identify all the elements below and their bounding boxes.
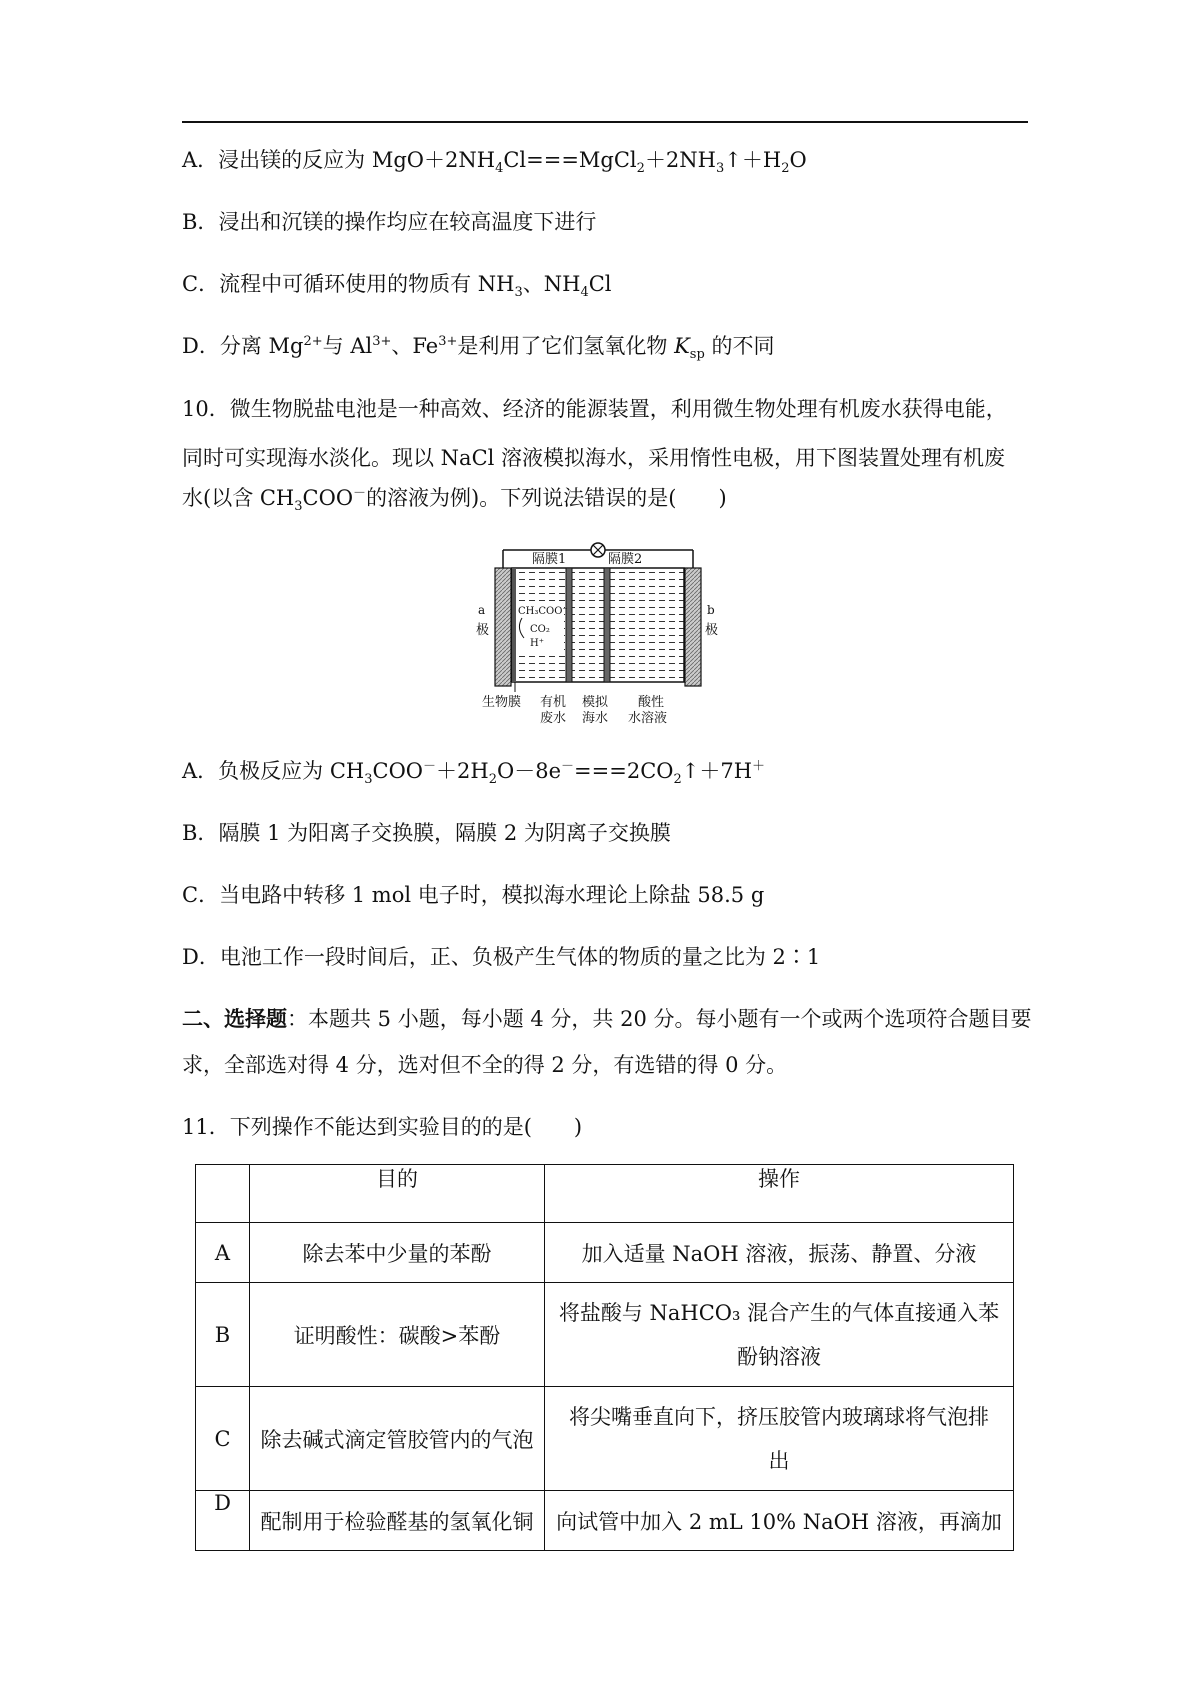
electrode-b bbox=[685, 568, 701, 686]
table-header-row bbox=[196, 1165, 1014, 1223]
electrode-b-label-2: 极 bbox=[705, 623, 719, 638]
q10-option-c: C．当电路中转移 1 mol 电子时，模拟海水理论上除盐 58.5 g bbox=[182, 883, 765, 907]
membrane1-label: 隔膜1 bbox=[532, 552, 567, 567]
membrane-1 bbox=[566, 568, 572, 682]
label-organic-2: 废水 bbox=[540, 711, 567, 726]
top-rule bbox=[182, 121, 1028, 123]
lamp-icon bbox=[591, 543, 605, 557]
label-organic-1: 有机 bbox=[540, 695, 567, 710]
label-biofilm: 生物膜 bbox=[482, 695, 522, 710]
q10-stem-line1: 10．微生物脱盐电池是一种高效、经济的能源装置，利用微生物处理有机废水获得电能， bbox=[182, 397, 1007, 421]
membrane2-label: 隔膜2 bbox=[608, 552, 643, 567]
q11-stem: 11．下列操作不能达到实验目的的是( ) bbox=[182, 1115, 583, 1139]
label-acid-1: 酸性 bbox=[638, 695, 665, 710]
row-d-label: D bbox=[196, 1491, 250, 1551]
q10-option-b: B．隔膜 1 为阳离子交换膜，隔膜 2 为阴离子交换膜 bbox=[182, 821, 671, 845]
electrode-b-label-1: b bbox=[707, 603, 715, 617]
electrode-a-label-1: a bbox=[478, 603, 486, 617]
table-row bbox=[196, 1283, 1014, 1387]
species-co2: CO₂ bbox=[530, 624, 550, 635]
experiment-table bbox=[195, 1164, 1014, 1551]
section2-heading: 二、选择题 bbox=[182, 1006, 287, 1031]
table-row bbox=[196, 1223, 1014, 1283]
q10-option-d: D．电池工作一段时间后，正、负极产生气体的物质的量之比为 2∶1 bbox=[182, 945, 821, 969]
species-h: H⁺ bbox=[530, 638, 544, 649]
q10-stem-line3: 水(以含 $CH_3COO^-$的溶液为例)。下列说法错误的是( ) bbox=[182, 486, 727, 515]
q10-option-a: A．负极反应为 $CH_3COO^-+2H_2O-8e^-===2CO_2↑+7H^+$ bbox=[182, 759, 766, 788]
row-d-purpose: 配制用于检验醛基的氢氧化铜 bbox=[250, 1491, 545, 1551]
section2-line2: 求，全部选对得 4 分，选对但不全的得 2 分，有选错的得 0 分。 bbox=[182, 1053, 788, 1077]
header-operation: 操作 bbox=[545, 1165, 1014, 1223]
table-row bbox=[196, 1491, 1014, 1551]
q9-option-d: D．分离 $Mg^{2+}$与 $Al^{3+}$、$Fe^{3+}$是利用了它们氢氧化物 $K_{sp}$ 的不同 bbox=[182, 334, 775, 363]
section2-line1: 二、选择题：本题共 5 小题，每小题 4 分，共 20 分。每小题有一个或两个选项符合题目要 bbox=[182, 1006, 1032, 1031]
header-blank bbox=[196, 1165, 250, 1223]
table-row bbox=[196, 1387, 1014, 1491]
row-a-operation: 加入适量 NaOH 溶液，振荡、静置、分液 bbox=[545, 1223, 1014, 1283]
q9-option-c: C．流程中可循环使用的物质有 $NH_3$、$NH_4Cl$ bbox=[182, 272, 612, 301]
q10-stem-line2: 同时可实现海水淡化。现以 NaCl 溶液模拟海水，采用惰性电极，用下图装置处理有机废 bbox=[182, 446, 1006, 470]
species-acetate: CH₃COO⁻ bbox=[518, 606, 568, 617]
row-d-operation: 向试管中加入 2 mL 10% NaOH 溶液，再滴加 bbox=[545, 1491, 1014, 1551]
header-purpose: 目的 bbox=[250, 1165, 545, 1223]
label-acid-2: 水溶液 bbox=[628, 711, 668, 726]
row-c-purpose: 除去碱式滴定管胶管内的气泡 bbox=[250, 1387, 545, 1491]
label-seawater-2: 海水 bbox=[582, 711, 609, 726]
label-seawater-1: 模拟 bbox=[582, 695, 609, 710]
electrode-a-label-2: 极 bbox=[476, 623, 490, 638]
electrode-a bbox=[495, 568, 511, 686]
row-a-label: A bbox=[196, 1223, 250, 1283]
row-a-purpose: 除去苯中少量的苯酚 bbox=[250, 1223, 545, 1283]
battery-diagram bbox=[478, 534, 718, 726]
row-b-operation: 将盐酸与 NaHCO₃ 混合产生的气体直接通入苯 酚钠溶液 bbox=[545, 1283, 1014, 1387]
biofilm bbox=[512, 568, 516, 682]
row-b-label: B bbox=[196, 1283, 250, 1387]
row-c-operation: 将尖嘴垂直向下，挤压胶管内玻璃球将气泡排 出 bbox=[545, 1387, 1014, 1491]
row-c-label: C bbox=[196, 1387, 250, 1491]
row-b-purpose: 证明酸性：碳酸>苯酚 bbox=[250, 1283, 545, 1387]
membrane-2 bbox=[604, 568, 610, 682]
q9-option-b: B．浸出和沉镁的操作均应在较高温度下进行 bbox=[182, 210, 597, 234]
q9-option-a: A．浸出镁的反应为 $MgO+2NH_4Cl===MgCl_2+2NH_3↑+H_2O$ bbox=[182, 148, 807, 177]
